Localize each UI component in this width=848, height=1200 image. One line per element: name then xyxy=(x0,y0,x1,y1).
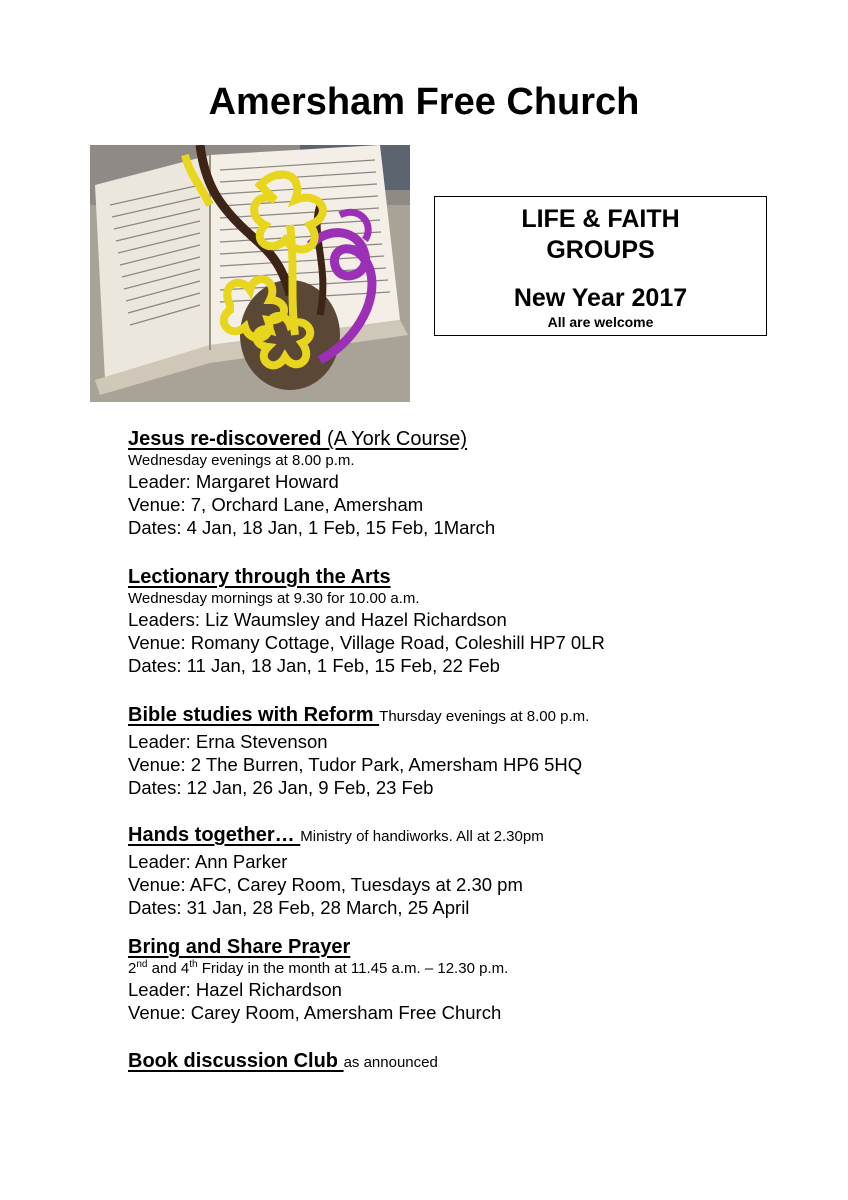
group-bring-share-prayer xyxy=(128,934,508,1024)
box-all-welcome: All are welcome xyxy=(547,314,654,330)
group-venue: Venue: 2 The Burren, Tudor Park, Amersham HP6 5HQ xyxy=(128,754,583,775)
bible-with-pipecleaner-flowers-photo xyxy=(90,145,410,402)
group-schedule: Wednesday evenings at 8.00 p.m. xyxy=(128,452,355,469)
group-hands-together xyxy=(128,822,544,919)
box-heading-line2: GROUPS xyxy=(546,236,655,264)
group-inline-note: Ministry of handiworks. All at 2.30pm xyxy=(300,828,544,845)
box-new-year: New Year 2017 xyxy=(513,284,688,312)
group-venue: Venue: AFC, Carey Room, Tuesdays at 2.30 pm xyxy=(128,874,523,895)
group-leader: Leader: Margaret Howard xyxy=(128,471,339,492)
group-dates: Dates: 31 Jan, 28 Feb, 28 March, 25 April xyxy=(128,897,470,918)
group-dates: Dates: 12 Jan, 26 Jan, 9 Feb, 23 Feb xyxy=(128,777,434,798)
group-venue: Venue: Carey Room, Amersham Free Church xyxy=(128,1002,502,1023)
group-leader: Leader: Hazel Richardson xyxy=(128,979,342,1000)
group-venue: Venue: Romany Cottage, Village Road, Coleshill HP7 0LR xyxy=(128,632,605,653)
group-title: Hands together… xyxy=(128,824,301,846)
group-heading xyxy=(128,702,589,730)
group-leader: Leader: Erna Stevenson xyxy=(128,731,328,752)
group-leader: Leaders: Liz Waumsley and Hazel Richardson xyxy=(128,609,507,630)
life-faith-groups-box xyxy=(434,196,767,336)
group-dates: Dates: 11 Jan, 18 Jan, 1 Feb, 15 Feb, 22 Feb xyxy=(128,655,500,676)
group-heading xyxy=(128,1048,438,1076)
group-book-discussion xyxy=(128,1048,438,1076)
group-inline-note: Thursday evenings at 8.00 p.m. xyxy=(379,708,590,725)
group-venue: Venue: 7, Orchard Lane, Amersham xyxy=(128,494,424,515)
group-bible-studies-reform xyxy=(128,702,589,799)
group-heading xyxy=(128,822,544,850)
group-title: Lectionary through the Arts xyxy=(128,566,391,588)
group-title: Book discussion Club xyxy=(128,1050,344,1072)
group-subtitle: (A York Course) xyxy=(321,428,468,450)
page-title: Amersham Free Church xyxy=(208,81,640,123)
group-schedule: 2nd and 4th Friday in the month at 11.45 a.m. – 12.30 p.m. xyxy=(128,959,509,977)
box-heading-line1: LIFE & FAITH xyxy=(521,205,680,233)
group-leader: Leader: Ann Parker xyxy=(128,851,288,872)
group-inline-note: as announced xyxy=(343,1054,438,1071)
group-heading xyxy=(128,426,495,452)
group-heading xyxy=(128,564,605,590)
group-schedule: Wednesday mornings at 9.30 for 10.00 a.m. xyxy=(128,590,420,607)
group-title: Bring and Share Prayer xyxy=(128,936,351,958)
group-lectionary-arts xyxy=(128,564,605,677)
group-title: Jesus re-discovered xyxy=(128,428,322,450)
group-jesus-rediscovered xyxy=(128,426,495,539)
group-heading xyxy=(128,934,508,960)
group-title: Bible studies with Reform xyxy=(128,704,380,726)
group-dates: Dates: 4 Jan, 18 Jan, 1 Feb, 15 Feb, 1March xyxy=(128,517,496,538)
